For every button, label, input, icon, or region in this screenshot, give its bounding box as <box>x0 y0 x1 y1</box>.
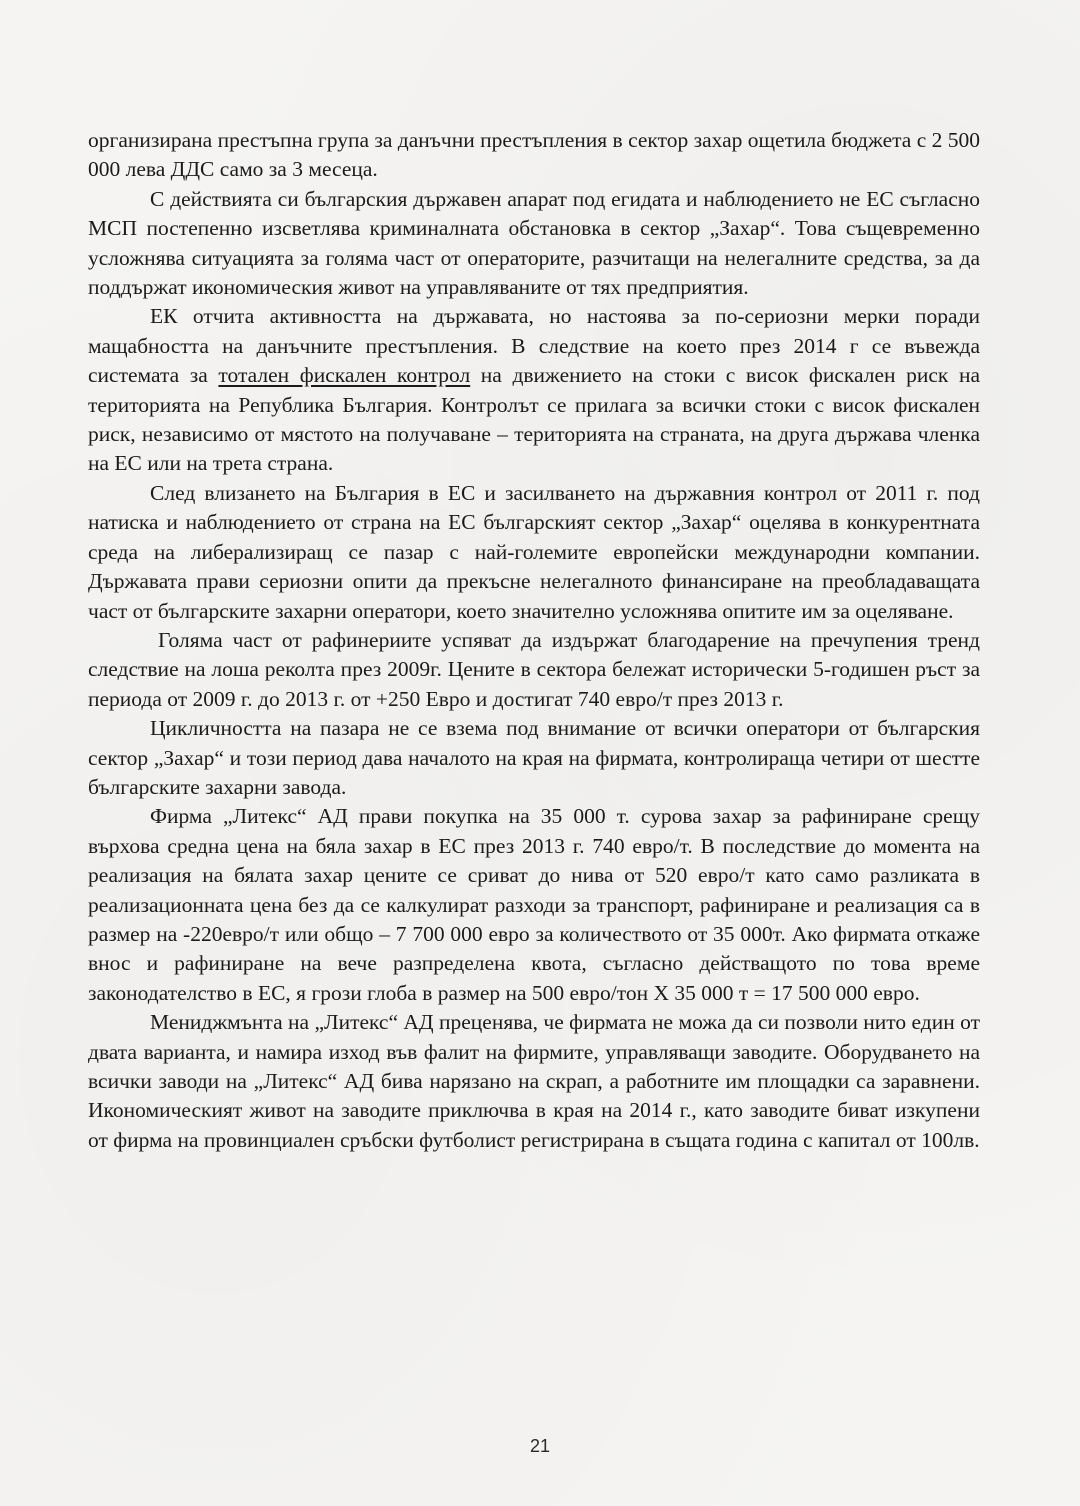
paragraph-market-cyclicity: Цикличността на пазара не се взема под внимание от всички оператори от българския сектор „Захар“ и този период дава началото на края на фирмата, контролираща четири от шестте българските захарни завода. <box>88 716 980 799</box>
paragraph-litex-bankruptcy: Мениджмънта на „Литекс“ АД преценява, че фирмата не можа да си позволи нито един от двата варианта, и намира изход във фалит на фирмите, управляващи заводите. Оборудването на всички заводи на „Литекс“ АД бива нарязано на скрап, а работните им площадки са заравнени. Икономическият живот на заводите приключва в края на 2014 г., като заводите биват изкупени от фирма на провинциален сръбски футболист регистрирана в същата година с капитал от 100лв. <box>88 1010 980 1152</box>
document-body <box>88 126 980 1155</box>
paragraph-ec-fiscal-control-before: ЕК отчита активността на държавата, но настоява за по-сериозни мерки поради мащабността на данъчните престъпления. В следствие на което през 2014 г се въвежда системата за <box>88 304 980 388</box>
page-number: 21 <box>529 1436 551 1456</box>
underlined-fiscal-control-term: тотален фискален контрол <box>218 363 471 388</box>
paragraph-state-apparatus: С действията си българския държавен апарат под егидата и наблюдението не ЕС съгласно МСП постепенно изсветлява криминалната обстановка в сектор „Захар“. Това същевременно усложнява ситуацията за голяма част от операторите, разчитащи на нелегалните средства, за да поддържат икономическия живот на управляваните от тях предприятия. <box>88 186 980 300</box>
paragraph-refineries-trend: Голяма част от рафинериите успяват да издържат благодарение на пречупения тренд следствие на лоша реколта през 2009г. Цените в сектора бележат исторически 5-годишен ръст за периода от 2009 г. до 2013 г. от +250 Евро и достигат 740 евро/т през 2013 г. <box>88 627 980 711</box>
paragraph-ec-fiscal-control-after: на движението на стоки с висок фискален риск на територията на Република България. Контролът се прилага за всички стоки с висок фискален риск, независимо от мястото на получаване – територията на страната, на друга държава членка на ЕС или на трета страна. <box>88 363 981 476</box>
paragraph-continuation: организирана престъпна група за данъчни престъпления в сектор захар ощетила бюджета с 2 500 000 лева ДДС само за 3 месеца. <box>88 128 980 182</box>
paragraph-litex-purchase: Фирма „Литекс“ АД прави покупка на 35 000 т. сурова захар за рафиниране срещу върхова средна цена на бяла захар в ЕС през 2013 г. 740 евро/т. В последствие до момента на реализация на бялата захар цените се сриват до нива от 520 евро/т като само разликата в реализационната цена без да се калкулират разходи за транспорт, рафиниране и реализация са в размер на -220евро/т или общо – 7 700 000 евро за количеството от 35 000т. Ако фирмата откаже внос и рафиниране на вече разпределена квота, съгласно действащото по това време законодателство в ЕС, я грози глоба в размер на 500 евро/тон Х 35 000 т = 17 500 000 евро. <box>88 804 980 1005</box>
paragraph-eu-accession: След влизането на България в ЕС и засилването на държавния контрол от 2011 г. под натиска и наблюдението от страна на ЕС българският сектор „Захар“ оцелява в конкурентната среда на либерализиращ се пазар с най-големите европейски международни компании. Държавата прави сериозни опити да прекъсне нелегалното финансиране на преобладаващата част от българските захарни оператори, което значително усложнява опитите им за оцеляване. <box>88 480 980 623</box>
paragraph-ec-fiscal-control <box>88 302 980 478</box>
